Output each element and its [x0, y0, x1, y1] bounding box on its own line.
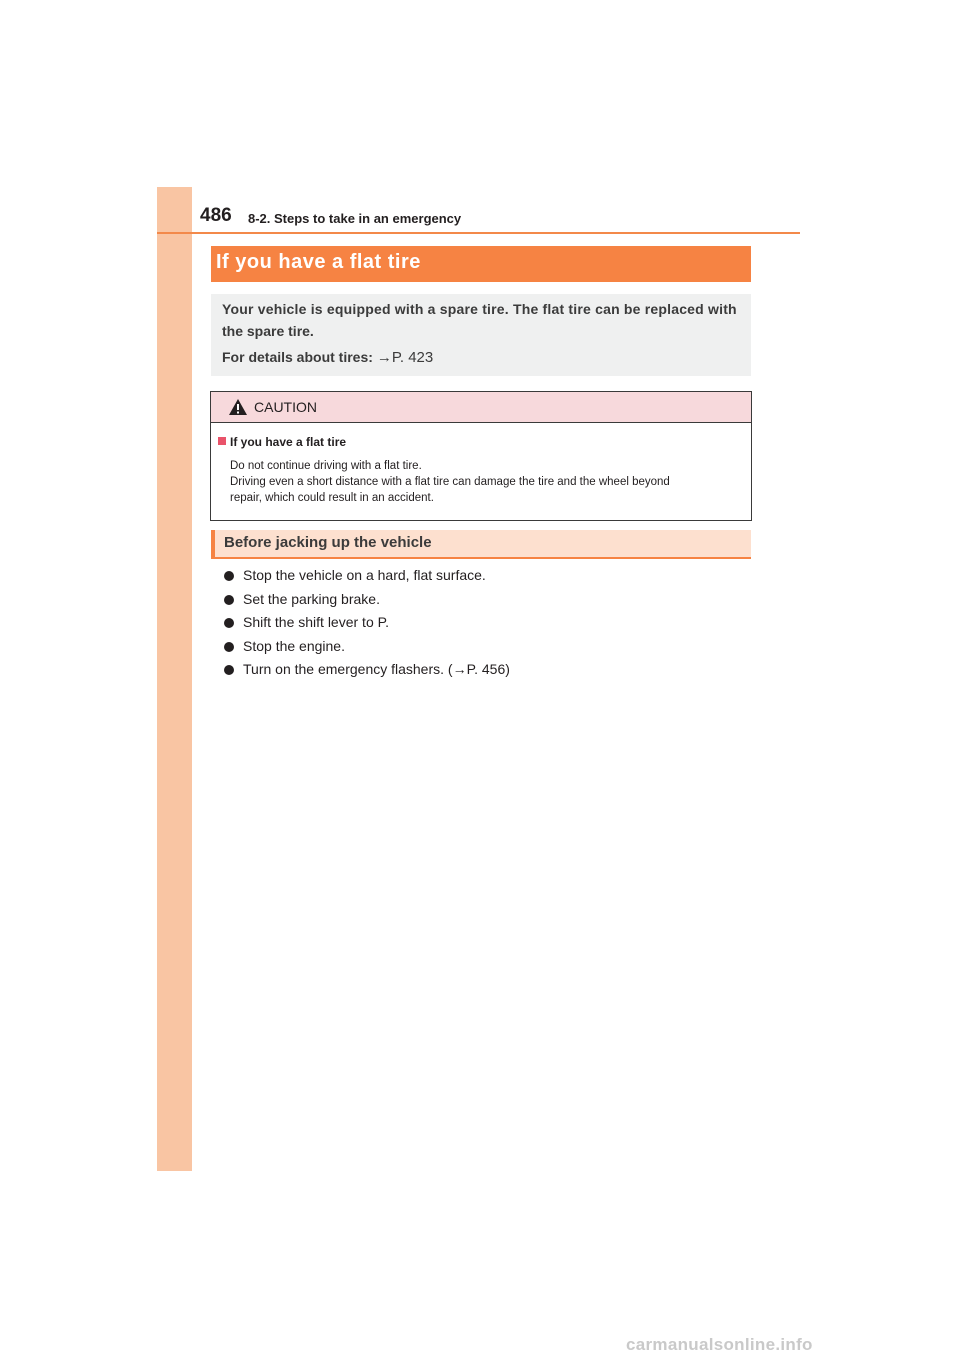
caution-text-line: Driving even a short distance with a flat tire can damage the tire and the wheel beyond — [230, 476, 670, 488]
square-bullet-icon — [218, 437, 226, 445]
header-rule — [157, 232, 800, 234]
intro-line-3 — [222, 349, 433, 366]
bullet-dot-icon — [224, 571, 234, 581]
caution-box — [210, 391, 752, 521]
caution-label: CAUTION — [254, 399, 317, 415]
bullet-dot-icon — [224, 665, 234, 675]
title-bar — [211, 246, 751, 282]
intro-line-2: the spare tire. — [222, 323, 314, 339]
bullet-dot-icon — [224, 595, 234, 605]
subsection-accent — [211, 530, 215, 557]
caution-text — [230, 458, 745, 506]
intro-line-1: Your vehicle is equipped with a spare tire. The flat tire can be replaced with — [222, 301, 737, 317]
warning-triangle-icon — [228, 398, 248, 416]
watermark: carmanualsonline.info — [626, 1335, 813, 1354]
list-item-text: Shift the shift lever to P. — [243, 614, 390, 630]
list-item-text: Stop the vehicle on a hard, flat surface. — [243, 567, 486, 583]
list-item-text: Stop the engine. — [243, 637, 345, 654]
caution-text-line: repair, which could result in an accident. — [230, 492, 434, 504]
page-number: 486 — [200, 205, 232, 226]
bullet-dot-icon — [224, 642, 234, 652]
list-item-text: Set the parking brake. — [243, 590, 380, 607]
chapter-side-tab — [157, 187, 192, 1171]
intro-details-label: For details about tires: — [222, 349, 377, 365]
bullet-dot-icon — [224, 618, 234, 628]
subsection-title: Before jacking up the vehicle — [224, 534, 432, 551]
subsection-header — [211, 530, 751, 559]
page-title: If you have a flat tire — [216, 251, 421, 273]
caution-header — [211, 392, 751, 423]
list-item-text[interactable]: Turn on the emergency flashers. (→P. 456) — [243, 661, 510, 677]
caution-text-line: Do not continue driving with a flat tire. — [230, 460, 422, 472]
caution-subheading: If you have a flat tire — [230, 435, 347, 449]
tires-page-link[interactable]: →P. 423 — [376, 349, 434, 366]
section-title: 8-2. Steps to take in an emergency — [248, 211, 462, 226]
intro-box — [211, 294, 751, 376]
